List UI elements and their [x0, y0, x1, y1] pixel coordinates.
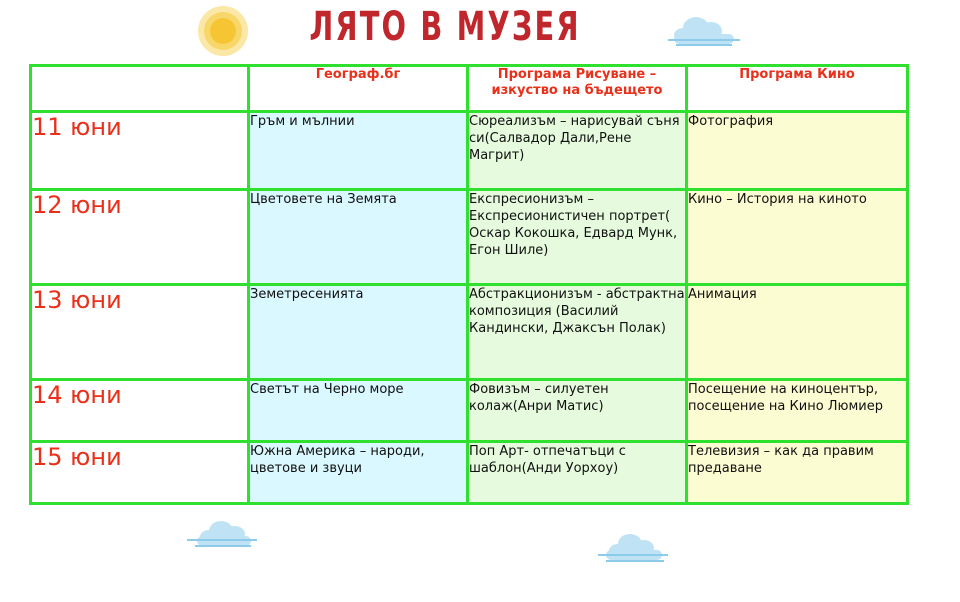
table-header-row [31, 66, 908, 112]
cinema-cell: Фотография [687, 112, 908, 190]
date-cell: 12 юни [31, 190, 249, 285]
cinema-cell: Посещение на киноцентър, посещение на Кино Люмиер [687, 380, 908, 442]
table-row [31, 442, 908, 504]
geograf-cell: Гръм и мълнии [249, 112, 468, 190]
geograf-cell: Светът на Черно море [249, 380, 468, 442]
header-date [31, 66, 249, 112]
art-cell: Абстракционизъм - абстрактна композиция (Василий Кандински, Джаксън Полак) [468, 285, 687, 380]
geograf-cell: Цветовете на Земята [249, 190, 468, 285]
header-art-program: Програма Рисуване – изкуство на бъдещето [468, 66, 687, 112]
table-row [31, 190, 908, 285]
schedule-table [29, 64, 909, 505]
art-cell: Поп Арт- отпечатъци с шаблон(Анди Уорхоу) [468, 442, 687, 504]
geograf-cell: Южна Америка – народи, цветове и звуци [249, 442, 468, 504]
cloud-icon [187, 516, 259, 550]
cinema-cell: Анимация [687, 285, 908, 380]
date-cell: 11 юни [31, 112, 249, 190]
table-row [31, 285, 908, 380]
date-cell: 15 юни [31, 442, 249, 504]
geograf-cell: Земетресенията [249, 285, 468, 380]
header-cinema-program: Програма Кино [687, 66, 908, 112]
cloud-icon [666, 14, 742, 48]
date-cell: 13 юни [31, 285, 249, 380]
date-cell: 14 юни [31, 380, 249, 442]
header-geograf: Географ.бг [249, 66, 468, 112]
art-cell: Фовизъм – силуетен колаж(Анри Матис) [468, 380, 687, 442]
cinema-cell: Телевизия – как да правим предаване [687, 442, 908, 504]
table-row [31, 380, 908, 442]
cloud-icon [598, 530, 670, 564]
art-cell: Сюреализъм – нарисувай съня си(Салвадор Дали,Рене Магрит) [468, 112, 687, 190]
cinema-cell: Кино – История на киното [687, 190, 908, 285]
art-cell: Експресионизъм – Експресионистичен портрет( Оскар Кокошка, Едвард Мунк, Егон Шиле) [468, 190, 687, 285]
table-row [31, 112, 908, 190]
page-title: ЛЯТО В МУЗЕЯ [309, 4, 581, 50]
